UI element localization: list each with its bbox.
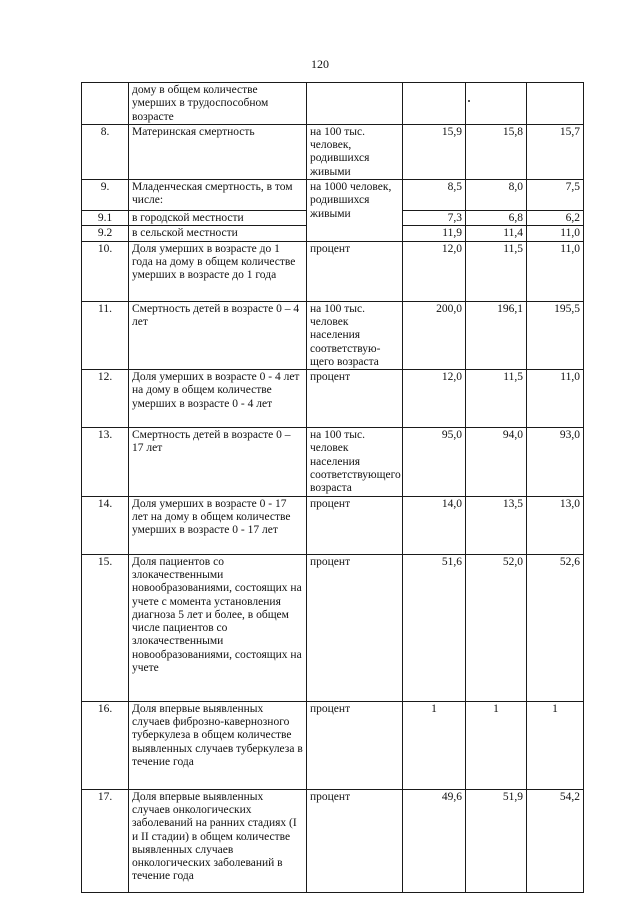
value-cell: 94,0	[466, 428, 527, 496]
row-number: 9.1	[82, 211, 129, 226]
value-cell: 8,0	[466, 180, 527, 211]
value-cell: 1	[466, 701, 527, 789]
row-number: 10.	[82, 241, 129, 301]
unit-cell: на 100 тыс. человек населения соответствующего возраста	[307, 428, 403, 496]
value-cell: 15,7	[527, 124, 584, 179]
indicator-name: Смертность детей в возрасте 0 – 4 лет	[129, 301, 307, 369]
value-cell: 11,9	[403, 226, 466, 241]
indicator-name: в городской местности	[129, 211, 307, 226]
row-number: 14.	[82, 496, 129, 554]
unit-cell: процент	[307, 241, 403, 301]
value-cell	[466, 83, 527, 125]
table-row	[82, 301, 584, 369]
table-row	[82, 701, 584, 789]
value-cell	[527, 83, 584, 125]
table-row	[82, 554, 584, 701]
value-cell: 7,5	[527, 180, 584, 211]
value-cell: 1	[403, 701, 466, 789]
row-number: 16.	[82, 701, 129, 789]
table-row	[82, 124, 584, 179]
row-number: 9.2	[82, 226, 129, 241]
indicator-name: Доля впервые выявленных случаев онкологических заболеваний на ранних стадиях (I и II стадии) в общем количестве выявленных случаев онкологических заболеваний в течение года	[129, 789, 307, 892]
table-row	[82, 370, 584, 428]
value-cell: 200,0	[403, 301, 466, 369]
value-cell: 11,0	[527, 241, 584, 301]
value-cell: 11,0	[527, 370, 584, 428]
value-cell: 52,6	[527, 554, 584, 701]
value-cell: 51,6	[403, 554, 466, 701]
row-number: 15.	[82, 554, 129, 701]
value-cell: 12,0	[403, 241, 466, 301]
indicator-name: Материнская смертность	[129, 124, 307, 179]
value-cell: 93,0	[527, 428, 584, 496]
table-row	[82, 428, 584, 496]
value-cell: 49,6	[403, 789, 466, 892]
row-number: 8.	[82, 124, 129, 179]
value-cell: 14,0	[403, 496, 466, 554]
value-cell: 15,9	[403, 124, 466, 179]
unit-cell: процент	[307, 370, 403, 428]
value-cell: 11,5	[466, 241, 527, 301]
value-cell: 95,0	[403, 428, 466, 496]
value-cell: 196,1	[466, 301, 527, 369]
value-cell: 13,5	[466, 496, 527, 554]
row-number	[82, 83, 129, 125]
value-cell: 6,8	[466, 211, 527, 226]
indicator-name: Смертность детей в возрасте 0 – 17 лет	[129, 428, 307, 496]
indicator-name: Доля впервые выявленных случаев фиброзно-кавернозного туберкулеза в общем количестве выявленных случаев туберкулеза в течение года	[129, 701, 307, 789]
value-cell: 7,3	[403, 211, 466, 226]
row-number: 11.	[82, 301, 129, 369]
indicator-name: Доля умерших в возрасте до 1 года на дому в общем количестве умерших в возрасте до 1 года	[129, 241, 307, 301]
value-cell: 11,4	[466, 226, 527, 241]
value-cell: 52,0	[466, 554, 527, 701]
value-cell: 6,2	[527, 211, 584, 226]
value-cell: 1	[527, 701, 584, 789]
value-cell: 11,0	[527, 226, 584, 241]
indicator-name: Доля пациентов со злокачественными новообразованиями, состоящих на учете с момента установления диагноза 5 лет и более, в общем числе пациентов со злокачественными новообразованиями, состоящих на учете	[129, 554, 307, 701]
value-cell: 54,2	[527, 789, 584, 892]
unit-cell: процент	[307, 789, 403, 892]
value-cell: 15,8	[466, 124, 527, 179]
table-row	[82, 241, 584, 301]
unit-cell: процент	[307, 554, 403, 701]
value-cell: 51,9	[466, 789, 527, 892]
indicators-table	[81, 82, 584, 893]
value-cell: 12,0	[403, 370, 466, 428]
page-number: 120	[311, 57, 329, 71]
row-number: 9.	[82, 180, 129, 211]
table-row	[82, 180, 584, 211]
unit-cell: процент	[307, 496, 403, 554]
unit-cell	[307, 83, 403, 125]
indicator-name: Младенческая смертность, в том числе:	[129, 180, 307, 211]
indicator-name: в сельской местности	[129, 226, 307, 241]
indicator-name: дому в общем количестве умерших в трудоспособном возрасте	[129, 83, 307, 125]
unit-cell: на 100 тыс. человек, родившихся живыми	[307, 124, 403, 179]
table-row	[82, 83, 584, 125]
table-row	[82, 789, 584, 892]
value-cell: 8,5	[403, 180, 466, 211]
table-row	[82, 496, 584, 554]
row-number: 17.	[82, 789, 129, 892]
row-number: 13.	[82, 428, 129, 496]
value-cell: 13,0	[527, 496, 584, 554]
value-cell: 195,5	[527, 301, 584, 369]
value-cell: 11,5	[466, 370, 527, 428]
unit-cell: на 1000 человек, родившихся живыми	[307, 180, 403, 242]
indicator-name: Доля умерших в возрасте 0 - 4 лет на дому в общем количестве умерших в возрасте 0 - 4 лет	[129, 370, 307, 428]
row-number: 12.	[82, 370, 129, 428]
unit-cell: процент	[307, 701, 403, 789]
indicator-name: Доля умерших в возрасте 0 - 17 лет на дому в общем количестве умерших в возрасте 0 - 17 лет	[129, 496, 307, 554]
value-cell	[403, 83, 466, 125]
unit-cell: на 100 тыс. человек населения соответствую-щего возраста	[307, 301, 403, 369]
